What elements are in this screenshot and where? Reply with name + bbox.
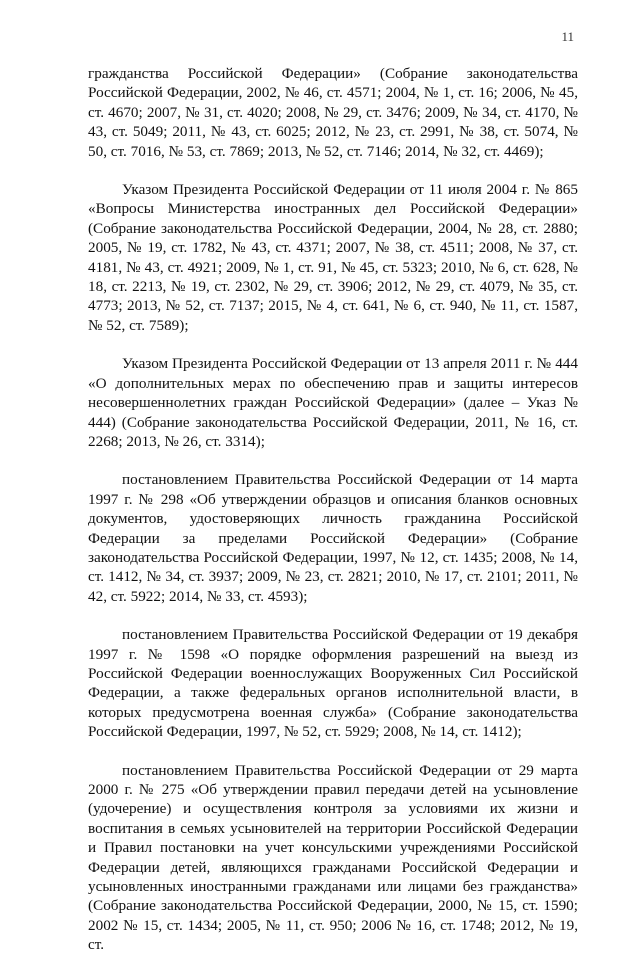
paragraph-decree-444: Указом Президента Российской Федерации от 13 апреля 2011 г. № 444 «О дополнительных мерах по обеспечению прав и защиты интересов несовершеннолетних граждан Российской Федерации» (далее – Указ № 444) (Собрание законодательства Российской Федерации, 2011, № 16, ст. 2268; 2013, № 26, ст. 3314); bbox=[88, 355, 578, 450]
page-number: 11 bbox=[561, 29, 574, 44]
paragraph-resolution-298: постановлением Правительства Российской Федерации от 14 марта 1997 г. № 298 «Об утверждении образцов и описания бланков основных документов, удостоверяющих личность гражданина Российской Федерации за пределами Российской Федерации» (Собрание законодательства Российской Федерации, 1997, № 12, ст. 1435; 2008, № 14, ст. 1412, № 34, ст. 3937; 2009, № 23, ст. 2821; 2010, № 17, ст. 2101; 2011, № 42, ст. 5922; 2014, № 33, ст. 4593); bbox=[88, 471, 578, 605]
paragraph-decree-865: Указом Президента Российской Федерации от 11 июля 2004 г. № 865 «Вопросы Министерства иностранных дел Российской Федерации» (Собрание законодательства Российской Федерации, 2004, № 28, ст. 2880; 2005, № 19, ст. 1782, № 43, ст. 4371; 2007, № 38, ст. 4511; 2008, № 37, ст. 4181, № 43, ст. 4921; 2009, № 1, ст. 91, № 45, ст. 5323; 2010, № 6, ст. 628, № 18, ст. 2213, № 19, ст. 2302, № 29, ст. 3906; 2012, № 29, ст. 4079, № 35, ст. 4773; 2013, № 52, ст. 7137; 2015, № 4, ст. 641, № 6, ст. 940, № 11, ст. 1587, № 52, ст. 7589); bbox=[88, 181, 578, 334]
paragraph-continuation: гражданства Российской Федерации» (Собрание законодательства Российской Федерации, 2002, № 46, ст. 4571; 2004, № 1, ст. 16; 2006, № 45, ст. 4670; 2007, № 31, ст. 4020; 2008, № 29, ст. 3476; 2009, № 34, ст. 4170, № 43, ст. 5049; 2011, № 43, ст. 6025; 2012, № 23, ст. 2991, № 38, ст. 5074, № 50, ст. 7016, № 53, ст. 7869; 2013, № 52, ст. 7146; 2014, № 32, ст. 4469); bbox=[88, 65, 578, 160]
paragraph-resolution-1598: постановлением Правительства Российской Федерации от 19 декабря 1997 г. № 1598 «О порядке оформления разрешений на выезд из Российской Федерации военнослужащих Вооруженных Сил Российской Федерации, а также федеральных органов исполнительной власти, в которых предусмотрена военная служба» (Собрание законодательства Российской Федерации, 1997, № 52, ст. 5929; 2008, № 14, ст. 1412); bbox=[88, 626, 578, 741]
document-body bbox=[88, 64, 578, 974]
paragraph-resolution-275: постановлением Правительства Российской Федерации от 29 марта 2000 г. № 275 «Об утверждении правил передачи детей на усыновление (удочерение) и осуществления контроля за условиями их жизни и воспитания в семьях усыновителей на территории Российской Федерации и Правил постановки на учет консульскими учреждениями Российской Федерации детей, являющихся гражданами Российской Федерации и усыновленных иностранными гражданами или лицами без гражданства» (Собрание законодательства Российской Федерации, 2000, № 15, ст. 1590; 2002 № 15, ст. 1434; 2005, № 11, ст. 950; 2006 № 16, ст. 1748; 2012, № 19, ст. bbox=[88, 761, 578, 954]
